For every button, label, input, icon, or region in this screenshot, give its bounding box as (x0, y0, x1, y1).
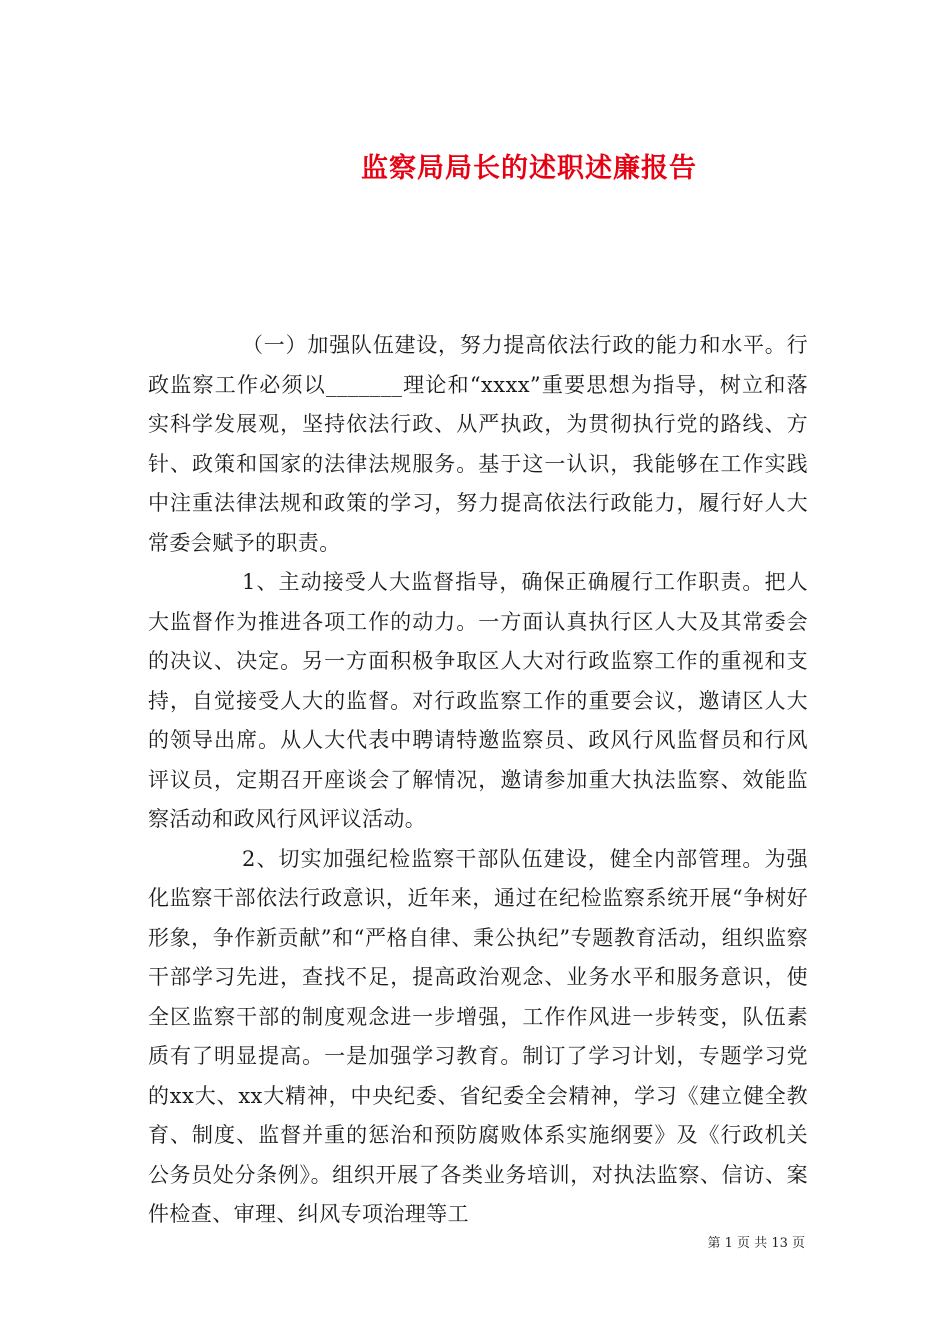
page-number: 第 1 页 共 13 页 (707, 1236, 805, 1251)
paragraph-2: 1、主动接受人大监督指导，确保正确履行工作职责。把人大监督作为推进各项工作的动力。一方面认真执行区人大及其常委会的决议、决定。另一方面积极争取区人大对行政监察工作的重视和支持，自觉接受人大的监督。对行政监察工作的重要会议，邀请区人大的领导出席。从人大代表中聘请特邀监察员、政风行风监督员和行风评议员，定期召开座谈会了解情况，邀请参加重大执法监察、效能监察活动和政风行风评议活动。 (148, 570, 808, 831)
document-body (148, 326, 808, 1235)
paragraph-1: （一）加强队伍建设，努力提高依法行政的能力和水平。行政监察工作必须以_______理论和“xxxx”重要思想为指导，树立和落实科学发展观，坚持依法行政、从严执政，为贯彻执行党的路线、方针、政策和国家的法律法规服务。基于这一认识，我能够在工作实践中注重法律法规和政策的学习，努力提高依法行政能力，履行好人大常委会赋予的职责。 (148, 333, 808, 555)
paragraph-3: 2、切实加强纪检监察干部队伍建设，健全内部管理。为强化监察干部依法行政意识，近年来，通过在纪检监察系统开展“争树好形象，争作新贡献”和“严格自律、秉公执纪”专题教育活动，组织监察干部学习先进，查找不足，提高政治观念、业务水平和服务意识，使全区监察干部的制度观念进一步增强，工作作风进一步转变，队伍素质有了明显提高。一是加强学习教育。制订了学习计划，专题学习党的xx大、xx大精神，中央纪委、省纪委全会精神，学习《建立健全教育、制度、监督并重的惩治和预防腐败体系实施纲要》及《行政机关公务员处分条例》。组织开展了各类业务培训，对执法监察、信访、案件检查、审理、纠风专项治理等工 (148, 846, 808, 1226)
document-title: 监察局局长的述职述廉报告 (361, 153, 697, 185)
